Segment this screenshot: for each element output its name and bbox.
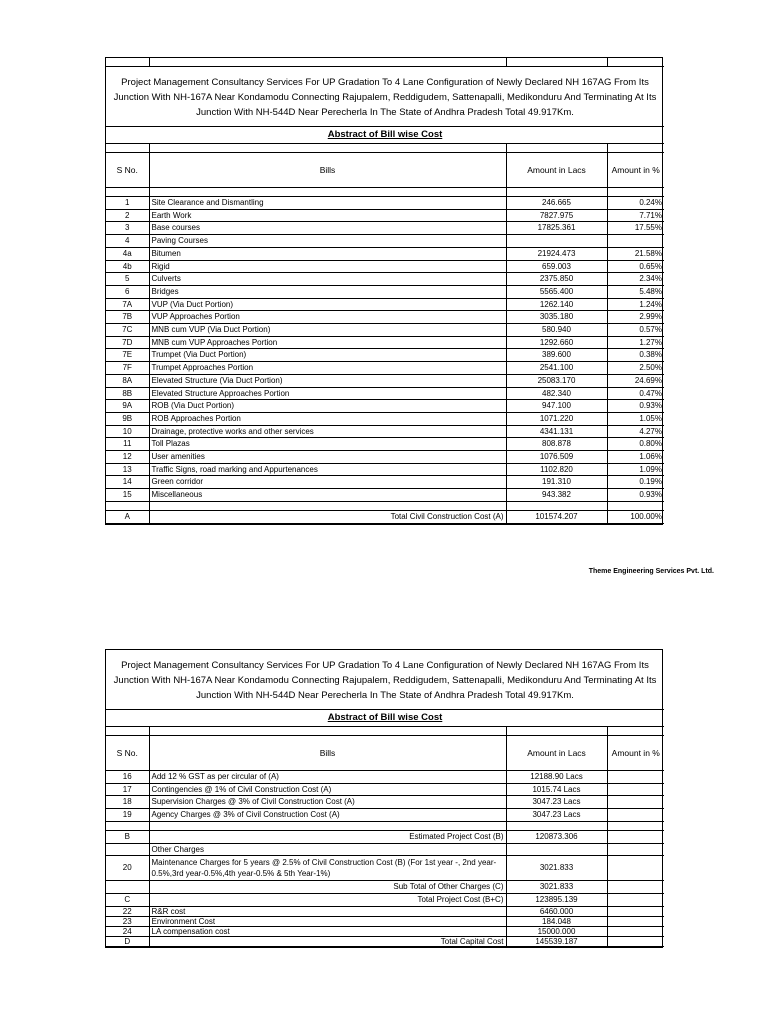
amount-cell: 580.940 <box>506 324 607 337</box>
bill-cell: VUP (Via Duct Portion) <box>149 298 506 311</box>
amount-cell: 15000.000 <box>506 926 607 936</box>
sno-cell: 7D <box>106 336 149 349</box>
table-row <box>106 362 664 375</box>
header-amount-pct: Amount in % <box>607 153 664 188</box>
estimated-row <box>106 830 664 843</box>
bill-cell: Elevated Structure (Via Duct Portion) <box>149 374 506 387</box>
pct-cell: 2.34% <box>607 273 664 286</box>
pct-cell: 17.55% <box>607 222 664 235</box>
header-amount-lacs: Amount in Lacs <box>506 736 607 771</box>
bill-cell: LA compensation cost <box>149 926 506 936</box>
pct-cell <box>607 771 664 784</box>
bill-cell: VUP Approaches Portion <box>149 311 506 324</box>
amount-cell: 1262.140 <box>506 298 607 311</box>
bill-cell: Drainage, protective works and other services <box>149 425 506 438</box>
bill-cell: Trumpet Approaches Portion <box>149 362 506 375</box>
bill-cell: MNB cum VUP Approaches Portion <box>149 336 506 349</box>
sno-cell: 17 <box>106 783 149 796</box>
table-row <box>106 311 664 324</box>
sno-cell: D <box>106 936 149 946</box>
pct-cell: 0.19% <box>607 476 664 489</box>
amount-cell <box>506 235 607 248</box>
pct-cell: 2.99% <box>607 311 664 324</box>
sno-cell: 16 <box>106 771 149 784</box>
maintenance-row <box>106 856 664 881</box>
subtotal-amount: 3021.833 <box>506 881 607 894</box>
pct-cell: 21.58% <box>607 247 664 260</box>
header-amount-lacs: Amount in Lacs <box>506 153 607 188</box>
amount-cell: 25083.170 <box>506 374 607 387</box>
total-label: Total Civil Construction Cost (A) <box>149 510 506 523</box>
amount-cell: 5565.400 <box>506 285 607 298</box>
amount-cell: 943.382 <box>506 489 607 502</box>
sno-cell: 18 <box>106 796 149 809</box>
bill-cell: Base courses <box>149 222 506 235</box>
bill-cell: Rigid <box>149 260 506 273</box>
bill-cell: Contingencies @ 1% of Civil Construction Cost (A) <box>149 783 506 796</box>
table-row <box>106 796 664 809</box>
pct-cell: 1.09% <box>607 463 664 476</box>
table-row <box>106 489 664 502</box>
table-row <box>106 783 664 796</box>
sno-cell: 7E <box>106 349 149 362</box>
header-bills: Bills <box>149 736 506 771</box>
table-row <box>106 771 664 784</box>
pct-cell: 0.24% <box>607 197 664 210</box>
sno-cell: 13 <box>106 463 149 476</box>
amount-cell: 184.048 <box>506 916 607 926</box>
bill-cell: Elevated Structure Approaches Portion <box>149 387 506 400</box>
header-sno: S No. <box>106 153 149 188</box>
amount-cell: 2541.100 <box>506 362 607 375</box>
sno-cell: 14 <box>106 476 149 489</box>
capital-label: Total Capital Cost <box>149 936 506 946</box>
pct-cell: 2.50% <box>607 362 664 375</box>
amount-cell: 808.878 <box>506 438 607 451</box>
table-row <box>106 926 664 936</box>
sno-cell: 20 <box>106 856 149 881</box>
bill-cell: ROB (Via Duct Portion) <box>149 400 506 413</box>
sno-cell: 5 <box>106 273 149 286</box>
sno-cell: 11 <box>106 438 149 451</box>
amount-cell: 1292.660 <box>506 336 607 349</box>
sno-cell: 12 <box>106 451 149 464</box>
table-row <box>106 374 664 387</box>
amount-cell: 12188.90 Lacs <box>506 771 607 784</box>
table-row <box>106 906 664 916</box>
pct-cell <box>607 783 664 796</box>
abstract-heading: Abstract of Bill wise Cost <box>106 710 664 727</box>
bill-cell: MNB cum VUP (Via Duct Portion) <box>149 324 506 337</box>
bill-cell: Bitumen <box>149 247 506 260</box>
pct-cell <box>607 809 664 822</box>
bill-cell: Bridges <box>149 285 506 298</box>
sno-cell: 4a <box>106 247 149 260</box>
sno-cell: 8B <box>106 387 149 400</box>
table-row <box>106 222 664 235</box>
pct-cell: 4.27% <box>607 425 664 438</box>
spacer-row <box>106 501 664 510</box>
abstract-heading: Abstract of Bill wise Cost <box>106 127 664 144</box>
pct-cell: 7.71% <box>607 209 664 222</box>
table-row <box>106 324 664 337</box>
bill-cell: Site Clearance and Dismantling <box>149 197 506 210</box>
bill-cell: Environment Cost <box>149 916 506 926</box>
amount-cell: 3047.23 Lacs <box>506 809 607 822</box>
amount-cell: 191.310 <box>506 476 607 489</box>
table-row <box>106 298 664 311</box>
amount-cell: 246.665 <box>506 197 607 210</box>
amount-cell: 659.003 <box>506 260 607 273</box>
pct-cell: 1.05% <box>607 412 664 425</box>
table-row <box>106 438 664 451</box>
estimated-amount: 120873.306 <box>506 830 607 843</box>
bill-cell: Culverts <box>149 273 506 286</box>
other-charges-label: Other Charges <box>149 843 506 856</box>
amount-cell: 6460.000 <box>506 906 607 916</box>
sno-cell: 4 <box>106 235 149 248</box>
sno-cell: 24 <box>106 926 149 936</box>
amount-cell: 1015.74 Lacs <box>506 783 607 796</box>
header-amount-pct: Amount in % <box>607 736 664 771</box>
pct-cell: 0.57% <box>607 324 664 337</box>
pct-cell: 0.93% <box>607 400 664 413</box>
table-row <box>106 209 664 222</box>
estimated-label: Estimated Project Cost (B) <box>149 830 506 843</box>
pct-cell: 0.38% <box>607 349 664 362</box>
total-row <box>106 510 664 523</box>
total-amount: 101574.207 <box>506 510 607 523</box>
amount-cell: 389.600 <box>506 349 607 362</box>
sno-cell: 19 <box>106 809 149 822</box>
pct-cell: 0.65% <box>607 260 664 273</box>
amount-cell: 3035.180 <box>506 311 607 324</box>
sno-cell: 22 <box>106 906 149 916</box>
capital-row <box>106 936 664 946</box>
amount-cell: 1102.820 <box>506 463 607 476</box>
project-total-label: Total Project Cost (B+C) <box>149 893 506 906</box>
project-title: Project Management Consultancy Services For UP Gradation To 4 Lane Configuration of Newly Declared NH 167AG From Its Junction With NH-167A Near Kondamodu Connecting Rajupalem, Reddigudem, Sattenapalli, Medikonduru And Terminating At Its Junction With NH-544D Near Perecherla In The State of Andhra Pradesh Total 49.917Km. <box>106 650 664 710</box>
table-row <box>106 285 664 298</box>
table-row <box>106 235 664 248</box>
amount-cell: 21924.473 <box>506 247 607 260</box>
table-row <box>106 260 664 273</box>
bill-cell: Miscellaneous <box>149 489 506 502</box>
pct-cell <box>607 796 664 809</box>
table-row <box>106 476 664 489</box>
sno-cell: 1 <box>106 197 149 210</box>
amount-cell: 4341.131 <box>506 425 607 438</box>
sno-cell: 23 <box>106 916 149 926</box>
capital-amount: 145539.187 <box>506 936 607 946</box>
amount-cell: 7827.975 <box>506 209 607 222</box>
sno-cell: 10 <box>106 425 149 438</box>
bill-cell: Supervision Charges @ 3% of Civil Construction Cost (A) <box>149 796 506 809</box>
table-row <box>106 425 664 438</box>
subtotal-label: Sub Total of Other Charges (C) <box>149 881 506 894</box>
table-row <box>106 387 664 400</box>
table-row <box>106 400 664 413</box>
sno-cell: 3 <box>106 222 149 235</box>
pct-cell: 0.47% <box>607 387 664 400</box>
sno-cell: 2 <box>106 209 149 222</box>
sno-cell: 7A <box>106 298 149 311</box>
pct-cell: 5.48% <box>607 285 664 298</box>
pct-cell: 0.93% <box>607 489 664 502</box>
pct-cell: 24.69% <box>607 374 664 387</box>
amount-cell: 17825.361 <box>506 222 607 235</box>
sno-cell: 4b <box>106 260 149 273</box>
bill-cell: User amenities <box>149 451 506 464</box>
project-total-amount: 123895.139 <box>506 893 607 906</box>
pct-cell <box>607 235 664 248</box>
spacer-row <box>106 821 664 830</box>
sno-cell: 7B <box>106 311 149 324</box>
sno-cell: 9B <box>106 412 149 425</box>
subtotal-row <box>106 881 664 894</box>
table-row <box>106 809 664 822</box>
bill-cell: Add 12 % GST as per circular of (A) <box>149 771 506 784</box>
amount-cell: 3021.833 <box>506 856 607 881</box>
table-row <box>106 451 664 464</box>
sno-cell: 15 <box>106 489 149 502</box>
amount-cell: 2375.850 <box>506 273 607 286</box>
sno-cell: 8A <box>106 374 149 387</box>
bill-abstract-table-2 <box>105 649 663 948</box>
bill-cell: Paving Courses <box>149 235 506 248</box>
pct-cell: 0.80% <box>607 438 664 451</box>
bill-cell: ROB Approaches Portion <box>149 412 506 425</box>
bill-cell: R&R cost <box>149 906 506 916</box>
table-row <box>106 197 664 210</box>
bill-cell: Maintenance Charges for 5 years @ 2.5% of Civil Construction Cost (B) (For 1st year -, 2nd year-0.5%,3rd year-0.5%,4th year-0.5% & 5th Year-1%) <box>149 856 506 881</box>
project-title: Project Management Consultancy Services For UP Gradation To 4 Lane Configuration of Newly Declared NH 167AG From Its Junction With NH-167A Near Kondamodu Connecting Rajupalem, Reddigudem, Sattenapalli, Medikonduru And Terminating At Its Junction With NH-544D Near Perecherla In The State of Andhra Pradesh Total 49.917Km. <box>106 67 664 127</box>
amount-cell: 1071.220 <box>506 412 607 425</box>
pct-cell: 1.27% <box>607 336 664 349</box>
table-row <box>106 273 664 286</box>
project-total-row <box>106 893 664 906</box>
sno-cell: A <box>106 510 149 523</box>
table-row <box>106 463 664 476</box>
sno-cell: 6 <box>106 285 149 298</box>
table-row <box>106 247 664 260</box>
amount-cell: 947.100 <box>506 400 607 413</box>
header-sno: S No. <box>106 736 149 771</box>
bill-abstract-table-1 <box>105 57 663 525</box>
sno-cell: B <box>106 830 149 843</box>
bill-cell: Earth Work <box>149 209 506 222</box>
amount-cell: 1076.509 <box>506 451 607 464</box>
table-row <box>106 336 664 349</box>
other-charges-row <box>106 843 664 856</box>
total-pct: 100.00% <box>607 510 664 523</box>
pct-cell: 1.06% <box>607 451 664 464</box>
sno-cell: 7F <box>106 362 149 375</box>
bill-cell: Trumpet (Via Duct Portion) <box>149 349 506 362</box>
bill-cell: Agency Charges @ 3% of Civil Construction Cost (A) <box>149 809 506 822</box>
sno-cell: 7C <box>106 324 149 337</box>
table-row <box>106 412 664 425</box>
header-bills: Bills <box>149 153 506 188</box>
table-row <box>106 916 664 926</box>
table-row <box>106 349 664 362</box>
amount-cell: 482.340 <box>506 387 607 400</box>
sno-cell: 9A <box>106 400 149 413</box>
bill-cell: Traffic Signs, road marking and Appurtenances <box>149 463 506 476</box>
amount-cell: 3047.23 Lacs <box>506 796 607 809</box>
bill-cell: Green corridor <box>149 476 506 489</box>
bill-cell: Toll Plazas <box>149 438 506 451</box>
sno-cell: C <box>106 893 149 906</box>
company-name: Theme Engineering Services Pvt. Ltd. <box>588 568 714 575</box>
pct-cell: 1.24% <box>607 298 664 311</box>
